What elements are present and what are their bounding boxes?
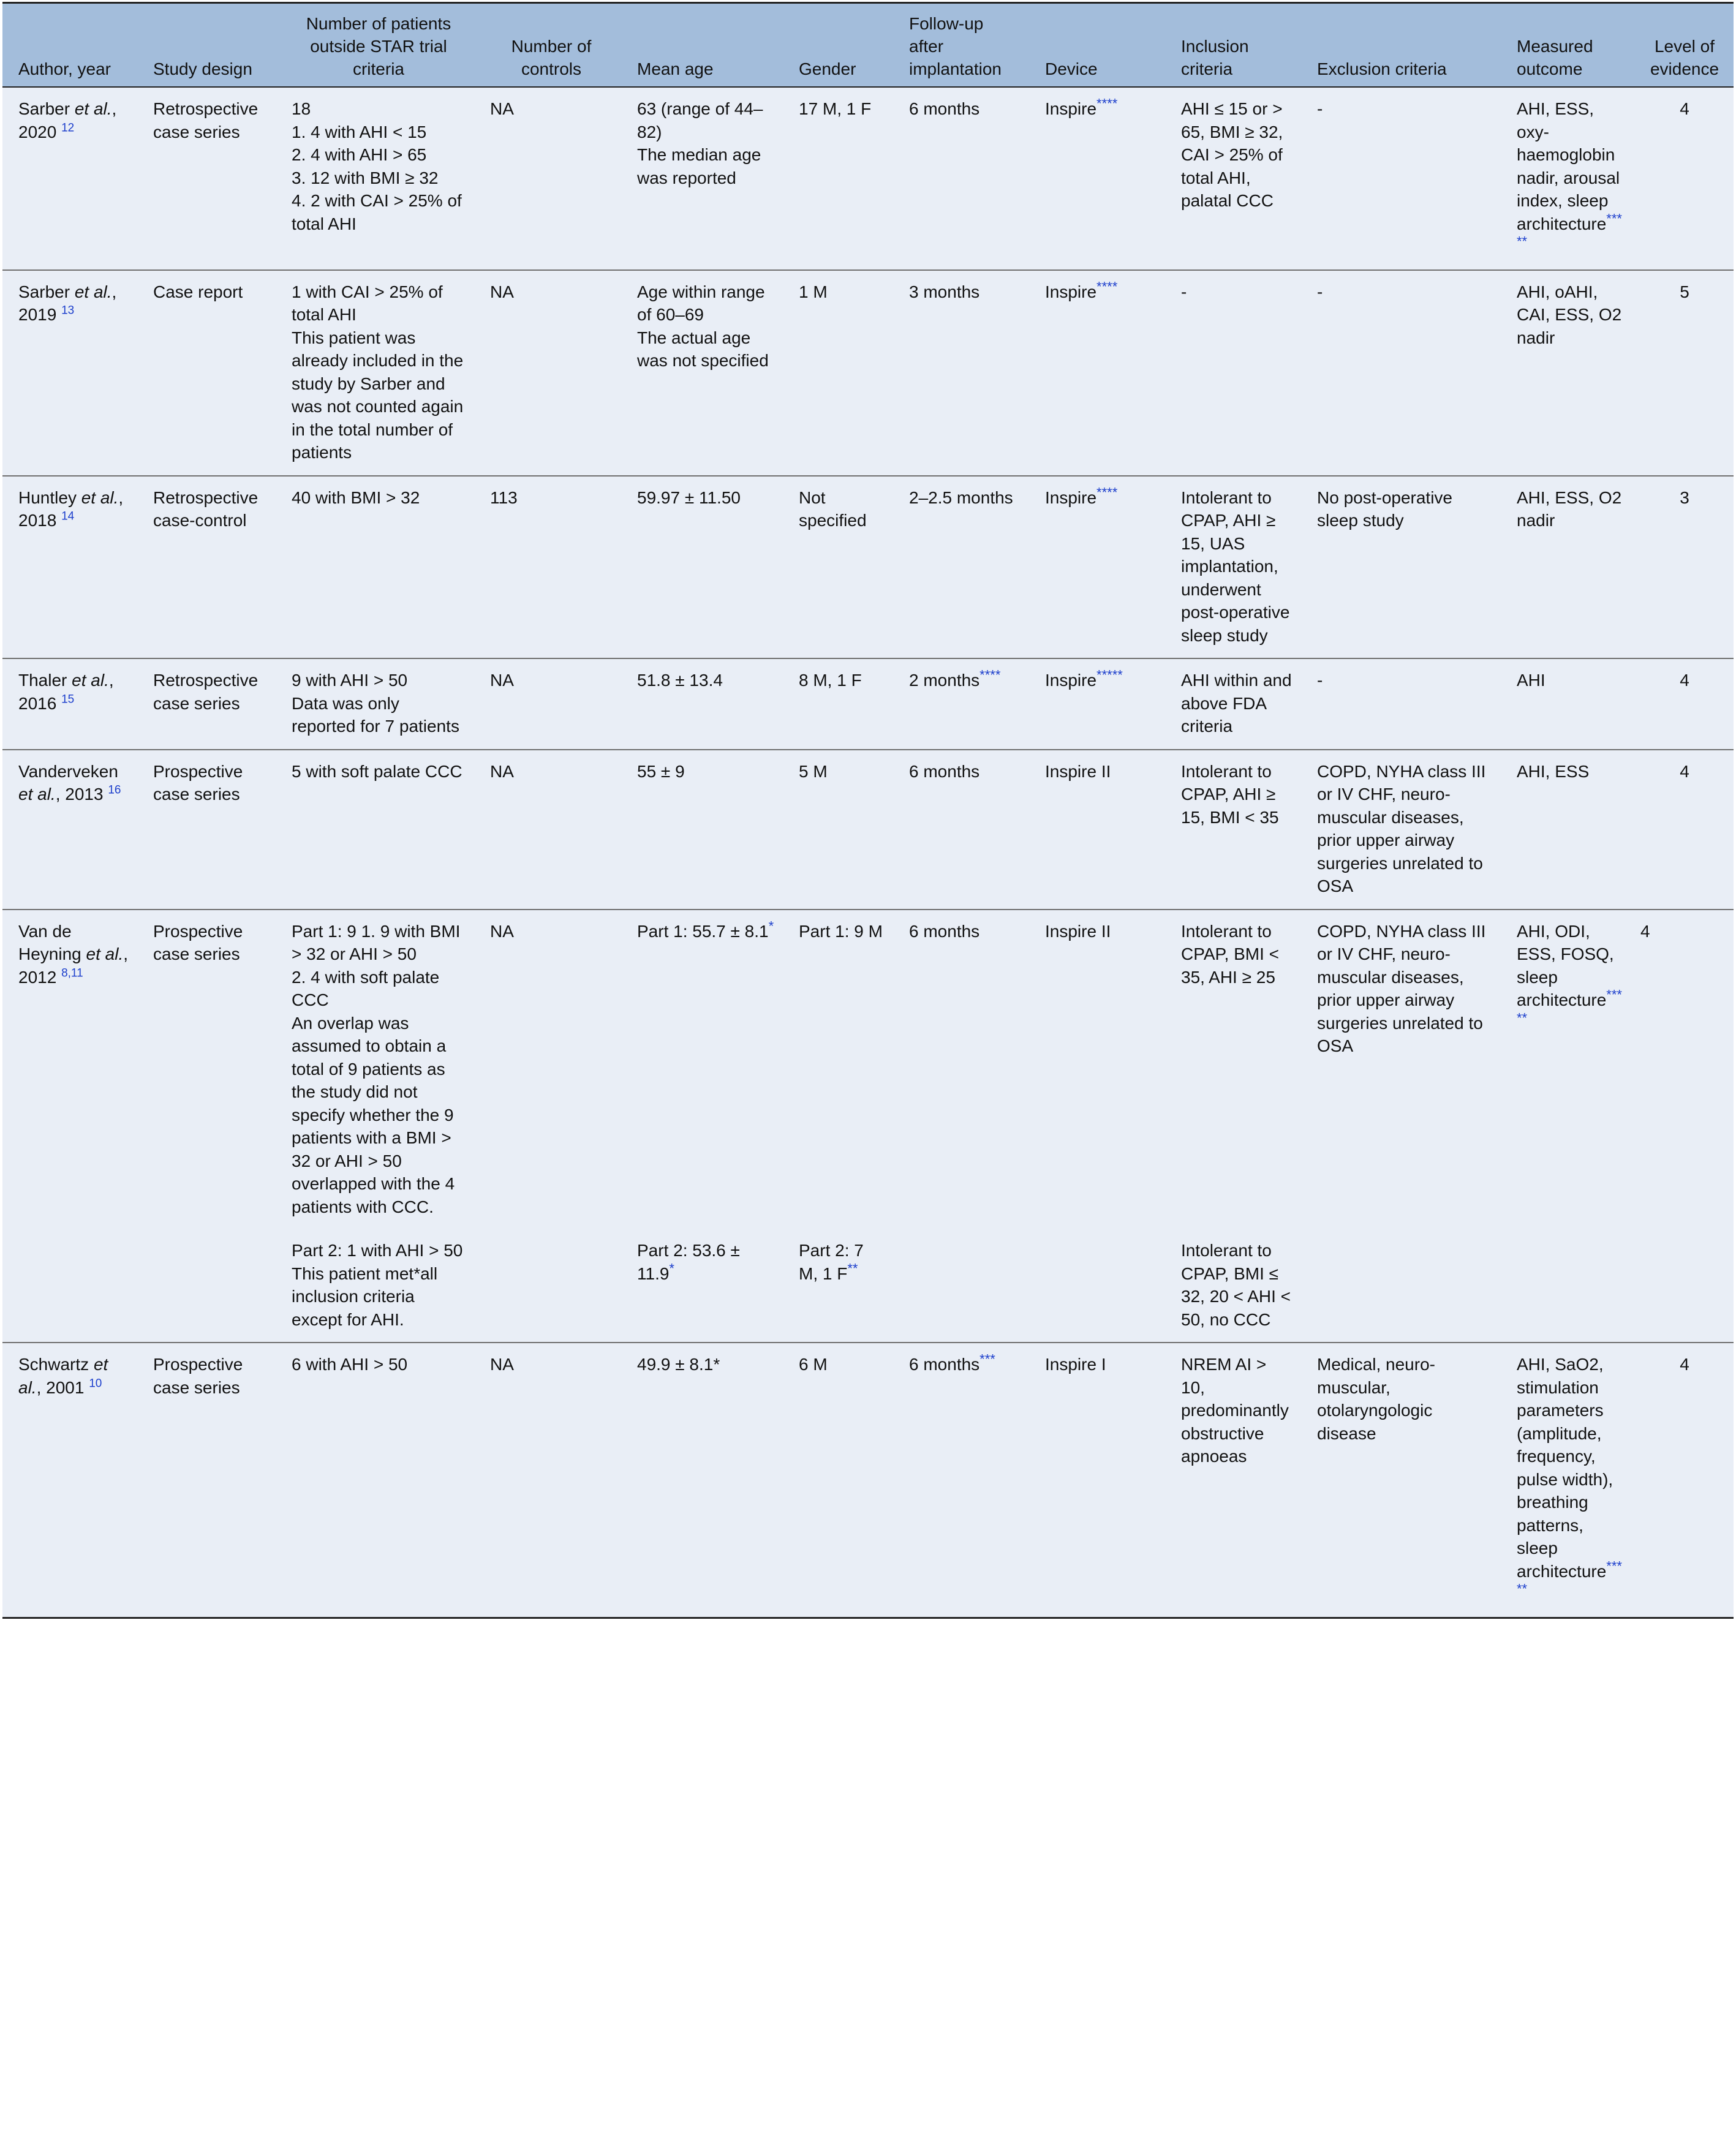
author-name: Sarber [18,99,70,118]
author-name: Sarber [18,282,70,301]
footnote-marker: ***** [1517,211,1622,249]
cell-controls [474,270,621,476]
cell-device [1029,270,1165,476]
author-etal: et al. [81,488,119,507]
cell-level: 4 [1636,910,1734,1343]
cell-age [621,476,783,659]
inclusion-text: AHI within and above FDA criteria [1181,671,1292,736]
header-study-design: Study design [137,3,276,88]
author-name: Schwartz [18,1355,89,1374]
level-value: 4 [1680,761,1689,781]
controls-value: NA [490,99,514,118]
footnote-marker: ***** [1517,987,1622,1026]
outcome-text: AHI, ESS, O2 nadir [1517,488,1622,530]
cell-design [137,476,276,659]
cell-device [1029,87,1165,270]
cell-level: 4 [1636,1343,1734,1618]
header-follow-up: Follow-up after implantation [893,3,1029,88]
footnote-marker: **** [1096,96,1118,111]
cell-gender [783,476,893,659]
patients-line: 1 with CAI > 25% of total AHI [292,282,443,324]
patients-line: Data was only reported for 7 patients [292,693,459,736]
cell-design: Prospective case series [137,910,276,1343]
device-name: Inspire [1045,99,1097,118]
design-text: Retrospective case series [153,99,259,141]
reference-link[interactable]: 10 [89,1377,102,1390]
gender-value: 8 M, 1 F [799,671,862,690]
cell-age [621,270,783,476]
reference-link[interactable]: 15 [61,693,75,706]
cell-inclusion: Intolerant to CPAP, BMI ≤ 32, 20 < AHI < 50, no CCC [1181,1241,1291,1329]
cell-patients [276,750,474,910]
reference-link[interactable]: 14 [61,510,75,523]
cell-device: Inspire I [1029,1343,1165,1618]
author-year: 2016 [18,693,57,713]
inclusion-text: AHI ≤ 15 or > 65, BMI ≥ 32, CAI > 25% of total AHI, palatal CCC [1181,99,1283,210]
cell-outcome [1501,910,1636,1343]
cell-controls: NA [474,910,621,1343]
footnote-marker: **** [1096,279,1118,295]
cell-design [137,87,276,270]
header-mean-age: Mean age [621,3,783,88]
author-etal: et al. [72,671,109,690]
cell-level [1636,270,1734,476]
cell-exclusion: COPD, NYHA class III or IV CHF, neuro-muscular diseases, prior upper airway surgeries unrelated to OSA [1301,910,1501,1343]
cell-outcome [1501,750,1636,910]
follow-up-value: 6 months [909,99,980,118]
age-line: Age within range of 60–69 [637,282,765,324]
controls-value: NA [490,671,514,690]
footnote-marker: ***** [1517,1558,1622,1597]
exclusion-text: - [1317,99,1323,118]
cell-inclusion [1165,476,1301,659]
gender-value: 5 M [799,761,828,781]
follow-up-value: 6 months [909,761,980,781]
author-name: Thaler [18,671,67,690]
cell-outcome [1501,658,1636,750]
cell-outcome [1501,87,1636,270]
cell-level [1636,658,1734,750]
patients-line: Part 1: 9 1. 9 with BMI > 32 or AHI > 50 [292,921,461,963]
device-name: Inspire [1045,488,1097,507]
gender-value: 1 M [799,282,828,301]
footnote-marker: * [713,1355,720,1374]
outcome-text: AHI, ESS, oxy-haemoglobin nadir, arousal index, sleep architecture [1517,99,1620,233]
cell-inclusion [1165,750,1301,910]
author-year: 2019 [18,305,57,324]
cell-gender [783,87,893,270]
header-device: Device [1029,3,1165,88]
cell-age [621,1229,783,1343]
controls-value: NA [490,761,514,781]
author-year: 2001 [46,1377,85,1397]
cell-exclusion [1301,476,1501,659]
age-line: The actual age was not specified [637,328,769,370]
cell-exclusion: Medical, neuro-muscular, otolaryngologic disease [1301,1343,1501,1618]
patients-line: 2. 4 with AHI > 65 [292,145,427,164]
gender-value: 17 M, 1 F [799,99,872,118]
follow-up-value: 2 months [909,671,980,690]
design-text: Retrospective case-control [153,488,259,530]
cell-follow-up: 6 months [893,910,1029,1343]
cell-controls [474,87,621,270]
inclusion-text: Intolerant to CPAP, AHI ≥ 15, BMI < 35 [1181,761,1279,827]
author-etal: et al. [74,99,112,118]
level-value: 4 [1680,671,1689,690]
studies-table [2,2,1734,1619]
header-row [2,3,1734,88]
cell-level [1636,750,1734,910]
footnote-marker: ** [847,1260,858,1276]
cell-age [621,910,783,1230]
table-row-schwartz [2,1343,1734,1618]
cell-inclusion [1165,270,1301,476]
footnote-marker: * [669,1260,674,1276]
cell-author: Sarber et al., 2020 $^{12}$ [18,99,117,141]
author-name: Vanderveken [18,761,118,781]
header-author-year: Author, year [2,3,137,88]
footnote-marker: * [413,1264,421,1283]
cell-patients [276,658,474,750]
patients-line: 1. 4 with AHI < 15 [292,122,427,141]
footnote-marker: **** [979,667,1001,683]
header-exclusion: Exclusion criteria [1301,3,1501,88]
patients-line: An overlap was assumed to obtain a total of 9 patients as the study did not specify whether the 9 patients with a BMI > 32 or AHI > 50 overlapped with the 4 patients with CCC. [292,1013,455,1216]
patients-line: 40 with BMI > 32 [292,488,420,507]
cell-follow-up [893,1343,1029,1618]
exclusion-text: No post-operative sleep study [1317,488,1453,530]
cell-follow-up [893,658,1029,750]
author-year: 2020 [18,122,57,141]
cell-inclusion: Intolerant to CPAP, BMI < 35, AHI ≥ 25 [1165,910,1301,1230]
cell-device [1029,476,1165,659]
controls-value: NA [490,282,514,301]
cell-device: Inspire II [1029,910,1165,1343]
table-row [2,87,1734,270]
cell-gender: Part 1: 9 M [783,910,893,1230]
controls-value: 113 [490,488,518,507]
cell-author: Van de Heyning et al., 2012 $^{8,11}$ [2,910,137,1343]
design-text: Retrospective case series [153,671,259,713]
cell-author: Huntley et al., 2018 $^{14}$ [2,476,137,659]
reference-link[interactable]: 12 [61,121,75,135]
device-name: Inspire II [1045,761,1111,781]
patients-text: This patient met [292,1264,414,1283]
cell-patients [276,476,474,659]
cell-age [621,87,783,270]
cell-exclusion [1301,750,1501,910]
header-outcome: Measured outcome [1501,3,1636,88]
cell-level [1636,87,1734,270]
cell-controls [474,658,621,750]
patients-line: 4. 2 with CAI > 25% of total AHI [292,191,462,233]
cell-patients [276,270,474,476]
cell-design: Prospective case series [137,1343,276,1618]
author-etal: et al. [74,282,112,301]
level-value: 3 [1680,488,1689,507]
cell-gender [783,750,893,910]
header-level-of-evidence: Level of evidence [1636,3,1734,88]
author-name: Van de Heyning [18,921,81,963]
patients-text: all inclusion criteria except for AHI. [292,1264,438,1329]
outcome-text: AHI, ESS [1517,761,1590,781]
author-etal: et al. [86,944,124,963]
patients-line: 3. 12 with BMI ≥ 32 [292,168,439,187]
exclusion-text: COPD, NYHA class III or IV CHF, neuro-muscular diseases, prior upper airway surgeries unrelated to OSA [1317,761,1486,895]
cell-follow-up [893,476,1029,659]
patients-line: 5 with soft palate CCC [292,761,462,781]
cell-author: Schwartz et al., 2001 $^{10}$ [2,1343,137,1618]
patients-line [292,1262,466,1332]
device-name: Inspire [1045,282,1097,301]
cell-patients [276,87,474,270]
cell-age [621,750,783,910]
reference-link[interactable]: 13 [61,304,75,317]
age-line: 63 (range of 44–82) [637,99,763,141]
age-value: 49.9 ± 8.1 [637,1355,714,1374]
cell-outcome [1501,476,1636,659]
cell-design [137,750,276,910]
age-line: The median age was reported [637,145,761,187]
cell-age [621,658,783,750]
exclusion-text: - [1317,671,1323,690]
footnote-marker: ***** [1096,667,1123,683]
design-text: Prospective case series [153,761,243,804]
cell-author: Sarber et al., 2019 $^{13}$ [2,270,137,476]
cell-device [1029,658,1165,750]
cell-device [1029,750,1165,910]
cell-author: Thaler et al., 2016 $^{15}$ [2,658,137,750]
cell-patients: 6 with AHI > 50 [276,1343,474,1618]
header-gender: Gender [783,3,893,88]
outcome-text: AHI [1517,671,1545,690]
table-row [2,476,1734,659]
reference-link[interactable]: 16 [108,783,121,797]
follow-up-value: 2–2.5 months [909,488,1013,507]
footnote-marker: *** [979,1351,995,1367]
patients-line: 9 with AHI > 50 [292,671,408,690]
level-value: 4 [1680,99,1689,118]
inclusion-text: Intolerant to CPAP, AHI ≥ 15, UAS implantation, underwent post-operative sleep study [1181,488,1290,645]
author-year: 2018 [18,511,57,530]
follow-up-value: 6 months [909,1355,980,1374]
outcome-text: AHI, SaO2, stimulation parameters (amplitude, frequency, pulse width), breathing patterns, sleep architecture [1517,1355,1613,1581]
patients-line: Part 2: 1 with AHI > 50 [292,1241,463,1260]
age-value: Part 1: 55.7 ± 8.1 [637,921,769,941]
age-line: 51.8 ± 13.4 [637,671,723,690]
header-controls: Number of controls [474,3,621,88]
table-row [2,658,1734,750]
header-patients-outside: Number of patients outside STAR trial criteria [276,3,474,88]
outcome-text: AHI, oAHI, CAI, ESS, O2 nadir [1517,282,1622,347]
cell-gender [783,658,893,750]
table-row [2,270,1734,476]
cell-gender: 6 M [783,1343,893,1618]
gender-value: Part 2: 7 M, 1 F [799,1241,864,1283]
cell-inclusion: NREM AI > 10, predominantly obstructive apnoeas [1165,1343,1301,1618]
exclusion-text: - [1317,282,1323,301]
cell-follow-up [893,750,1029,910]
cell-gender [783,270,893,476]
cell-inclusion [1165,658,1301,750]
cell-gender [783,1229,893,1343]
cell-follow-up [893,87,1029,270]
cell-outcome [1501,270,1636,476]
table-row [2,750,1734,910]
age-line: 59.97 ± 11.50 [637,488,741,507]
cell-exclusion [1301,658,1501,750]
author-etal: et al. [18,1355,108,1397]
cell-controls [474,476,621,659]
cell-controls [474,750,621,910]
cell-patients [276,1229,474,1343]
cell-exclusion [1301,87,1501,270]
reference-link[interactable]: 8,11 [61,966,83,980]
footnote-marker: * [768,918,774,934]
gender-value: Not specified [799,488,867,530]
age-value: Part 2: 53.6 ± 11.9 [637,1241,740,1283]
cell-author: Vanderveken et al., 2013 $^{16}$ [2,750,137,910]
author-name: Huntley [18,488,77,507]
cell-design [137,658,276,750]
device-name: Inspire [1045,671,1097,690]
cell-exclusion [1301,270,1501,476]
author-etal: et al. [18,785,56,804]
patients-line: This patient was already included in the study by Sarber and was not counted again in the total number of patients [292,328,464,462]
header-inclusion: Inclusion criteria [1165,3,1301,88]
outcome-text: AHI, ODI, ESS, FOSQ, sleep architecture [1517,921,1614,1009]
cell-follow-up [893,270,1029,476]
table-body [2,87,1734,1618]
cell-design [137,270,276,476]
cell-controls: NA [474,1343,621,1618]
age-line: 55 ± 9 [637,761,685,781]
cell-inclusion [1165,87,1301,270]
cell-patients [276,910,474,1230]
cell-level [1636,476,1734,659]
cell-outcome [1501,1343,1636,1618]
author-year: 2012 [18,967,57,987]
patients-line: 2. 4 with soft palate CCC [292,967,440,1009]
patients-line: 18 [292,99,311,118]
author-year: 2013 [65,785,104,804]
footnote-marker: **** [1096,484,1118,500]
follow-up-value: 3 months [909,282,980,301]
design-text: Case report [153,282,243,301]
inclusion-text: - [1181,282,1187,301]
level-value: 5 [1680,282,1689,301]
cell-age [621,1343,783,1618]
table-row-heyning-part1 [2,910,1734,1230]
